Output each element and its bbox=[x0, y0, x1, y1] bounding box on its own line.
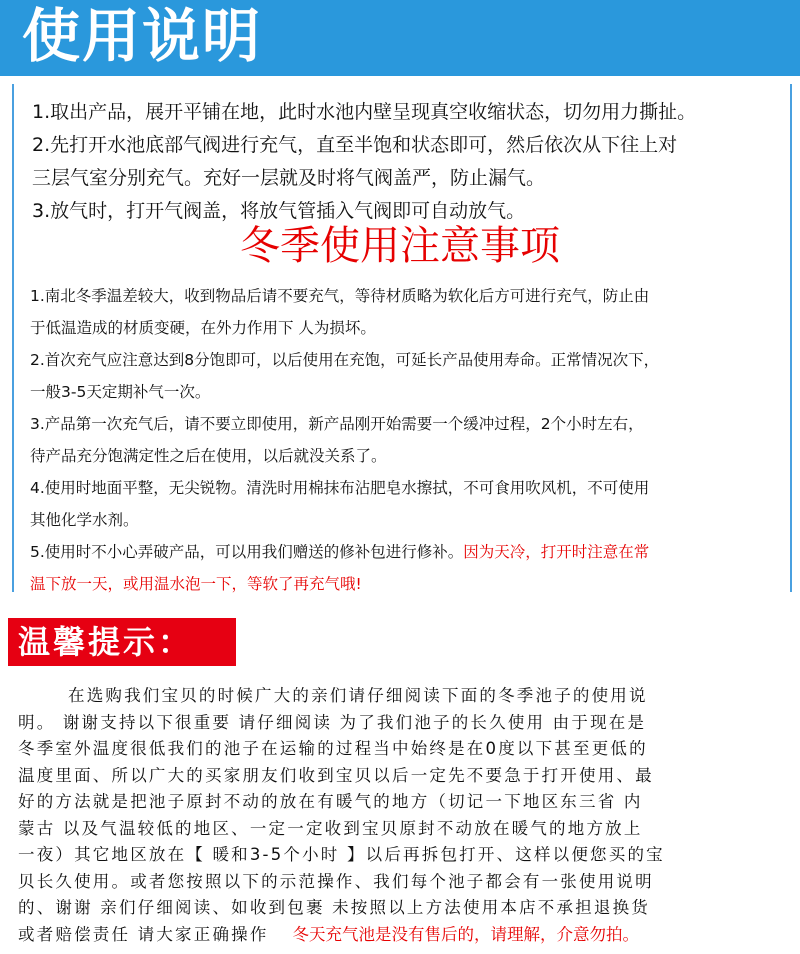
winter-line: 于低温造成的材质变硬，在外力作用下 人为损坏。 bbox=[30, 319, 376, 337]
winter-line: 一般3-5天定期补气一次。 bbox=[30, 383, 211, 401]
winter-warning-line: 温下放一天，或用温水泡一下，等软了再充气哦! bbox=[30, 575, 362, 593]
page-title: 使用说明 bbox=[22, 2, 263, 70]
winter-line-text: 5.使用时不小心弄破产品，可以用我们赠送的修补包进行修补。 bbox=[30, 543, 464, 561]
tips-line: 在选购我们宝贝的时候广大的亲们请仔细阅读下面的冬季池子的使用说 bbox=[68, 686, 648, 705]
instructions-section bbox=[32, 96, 772, 228]
instruction-line: 三层气室分别充气。充好一层就及时将气阀盖严，防止漏气。 bbox=[32, 167, 546, 189]
winter-line: 其他化学水剂。 bbox=[30, 511, 139, 529]
winter-line: 3.产品第一次充气后，请不要立即使用，新产品刚开始需要一个缓冲过程，2个小时左右， bbox=[30, 415, 644, 433]
winter-line bbox=[30, 536, 780, 568]
winter-notice-section bbox=[30, 280, 780, 600]
tips-line: 蒙古 以及气温较低的地区、一定一定收到宝贝原封不动放在暖气的地方放上 bbox=[18, 818, 643, 838]
tips-line: 好的方法就是把池子原封不动的放在有暖气的地方（切记一下地区东三省 内 bbox=[18, 792, 643, 811]
winter-line: 待产品充分饱满定性之后在使用，以后就没关系了。 bbox=[30, 447, 387, 465]
tips-section bbox=[18, 683, 788, 948]
tips-line: 贝长久使用。或者您按照以下的示范操作、我们每个池子都会有一张使用说明 bbox=[18, 871, 654, 891]
winter-line: 4.使用时地面平整，无尖锐物。清洗时用棉抹布沾肥皂水擦拭，不可食用吹风机，不可使用 bbox=[30, 479, 650, 497]
winter-line: 1.南北冬季温差较大，收到物品后请不要充气，等待材质略为软化后方可进行充气，防止由 bbox=[30, 287, 650, 305]
instruction-line: 2.先打开水池底部气阀进行充气，直至半饱和状态即可，然后依次从下往上对 bbox=[32, 134, 678, 156]
winter-line: 2.首次充气应注意达到8分饱即可，以后使用在充饱，可延长产品使用寿命。正常情况次下， bbox=[30, 351, 660, 369]
tips-line bbox=[18, 922, 788, 949]
winter-notice-title: 冬季使用注意事项 bbox=[240, 223, 560, 269]
tips-warning-text: 冬天充气池是没有售后的，请理解，介意勿拍。 bbox=[292, 924, 640, 944]
tips-line: 冬季室外温度很低我们的池子在运输的过程当中始终是在0度以下甚至更低的 bbox=[18, 739, 648, 758]
tips-text: 或者赔偿责任 请大家正确操作 bbox=[18, 924, 269, 944]
instruction-line: 3.放气时，打开气阀盖，将放气管插入气阀即可自动放气。 bbox=[32, 200, 526, 222]
winter-warning-text: 因为天冷，打开时注意在常 bbox=[463, 543, 650, 561]
tips-line: 温度里面、所以广大的买家朋友们收到宝贝以后一定先不要急于打开使用、最 bbox=[18, 765, 654, 785]
tips-line: 明。 谢谢支持以下很重要 请仔细阅读 为了我们池子的长久使用 由于现在是 bbox=[18, 712, 647, 732]
tips-title: 温馨提示： bbox=[18, 623, 194, 661]
tips-line: 的、谢谢 亲们仔细阅读、如收到包裹 未按照以上方法使用本店不承担退换货 bbox=[18, 898, 650, 917]
instruction-line: 1.取出产品，展开平铺在地，此时水池内壁呈现真空收缩状态，切勿用力撕扯。 bbox=[32, 101, 697, 123]
tips-line: 一夜）其它地区放在【 暖和3-5个小时 】以后再拆包打开、这样以便您买的宝 bbox=[18, 845, 665, 864]
